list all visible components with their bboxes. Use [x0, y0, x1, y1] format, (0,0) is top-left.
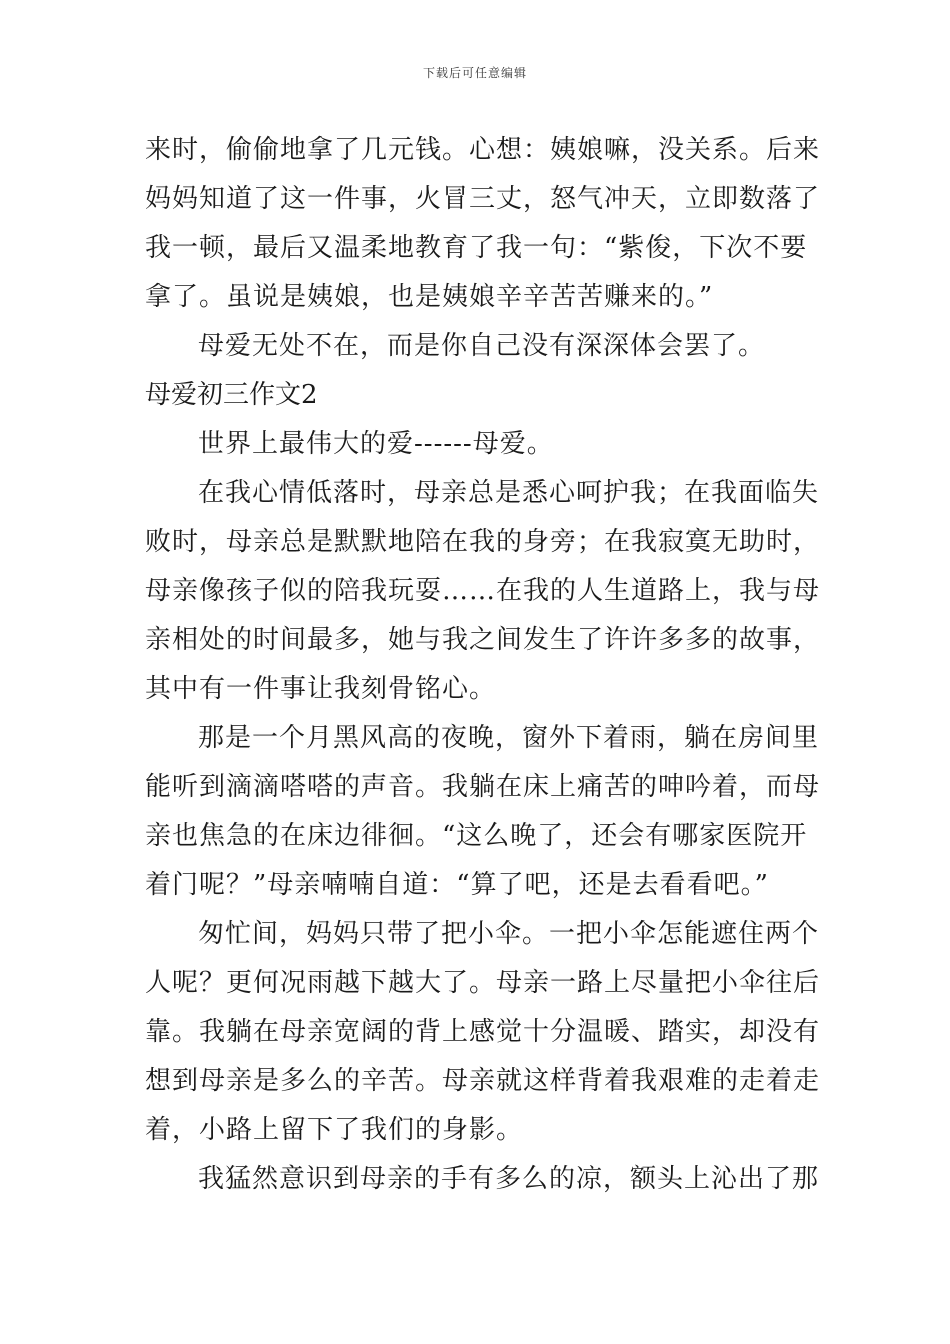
- text-line: 母亲像孩子似的陪我玩耍……在我的人生道路上，我与母: [145, 576, 821, 606]
- text-line: 亲也焦急的在床边徘徊。“这么晚了，还会有哪家医院开: [145, 821, 808, 851]
- text-line: 我猛然意识到母亲的手有多么的凉，额头上沁出了那: [198, 1164, 820, 1194]
- paragraph-5: [145, 714, 821, 910]
- text-line: 妈妈知道了这一件事，火冒三丈，怒气冲天，立即数落了: [145, 184, 821, 214]
- text-line: 我一顿，最后又温柔地教育了我一句：“紫俊，下次不要: [145, 233, 808, 263]
- text-line: 人呢？更何况雨越下越大了。母亲一路上尽量把小伞往后: [145, 968, 821, 998]
- text-line: 败时，母亲总是默默地陪在我的身旁；在我寂寞无助时，: [145, 527, 821, 557]
- document-body: [145, 126, 821, 1204]
- text-line: 着门呢？”母亲喃喃自道：“算了吧，还是去看看吧。”: [145, 870, 769, 900]
- text-line: 拿了。虽说是姨娘，也是姨娘辛辛苦苦赚来的。”: [145, 282, 714, 312]
- text-line: 匆忙间，妈妈只带了把小伞。一把小伞怎能遮住两个: [198, 919, 820, 949]
- text-line: 想到母亲是多么的辛苦。母亲就这样背着我艰难的走着走: [145, 1066, 821, 1096]
- text-line: 世界上最伟大的爱------母爱。: [198, 429, 554, 459]
- text-line: 能听到滴滴嗒嗒的声音。我躺在床上痛苦的呻吟着，而母: [145, 772, 821, 802]
- text-line: 其中有一件事让我刻骨铭心。: [145, 674, 497, 704]
- heading-text: 母爱初三作文2: [145, 380, 318, 410]
- text-line: 那是一个月黑风高的夜晚，窗外下着雨，躺在房间里: [198, 723, 820, 753]
- text-line: 母爱无处不在，而是你自己没有深深体会罢了。: [198, 331, 766, 361]
- paragraph-4: [145, 469, 821, 714]
- paragraph-2: [145, 322, 810, 371]
- text-line: 着，小路上留下了我们的身影。: [145, 1115, 524, 1145]
- text-line: 在我心情低落时，母亲总是悉心呵护我；在我面临失: [198, 478, 820, 508]
- text-line: 来时，偷偷地拿了几元钱。心想：姨娘嘛，没关系。后来: [145, 135, 821, 165]
- paragraph-3: [145, 420, 810, 469]
- page-header: 下载后可任意编辑: [422, 66, 527, 80]
- paragraph-6: [145, 910, 821, 1155]
- paragraph-7: [145, 1155, 820, 1204]
- section-heading: [145, 371, 810, 420]
- text-line: 靠。我躺在母亲宽阔的背上感觉十分温暖、踏实，却没有: [145, 1017, 821, 1047]
- paragraph-1: [145, 126, 821, 322]
- text-line: 亲相处的时间最多，她与我之间发生了许许多多的故事，: [145, 625, 821, 655]
